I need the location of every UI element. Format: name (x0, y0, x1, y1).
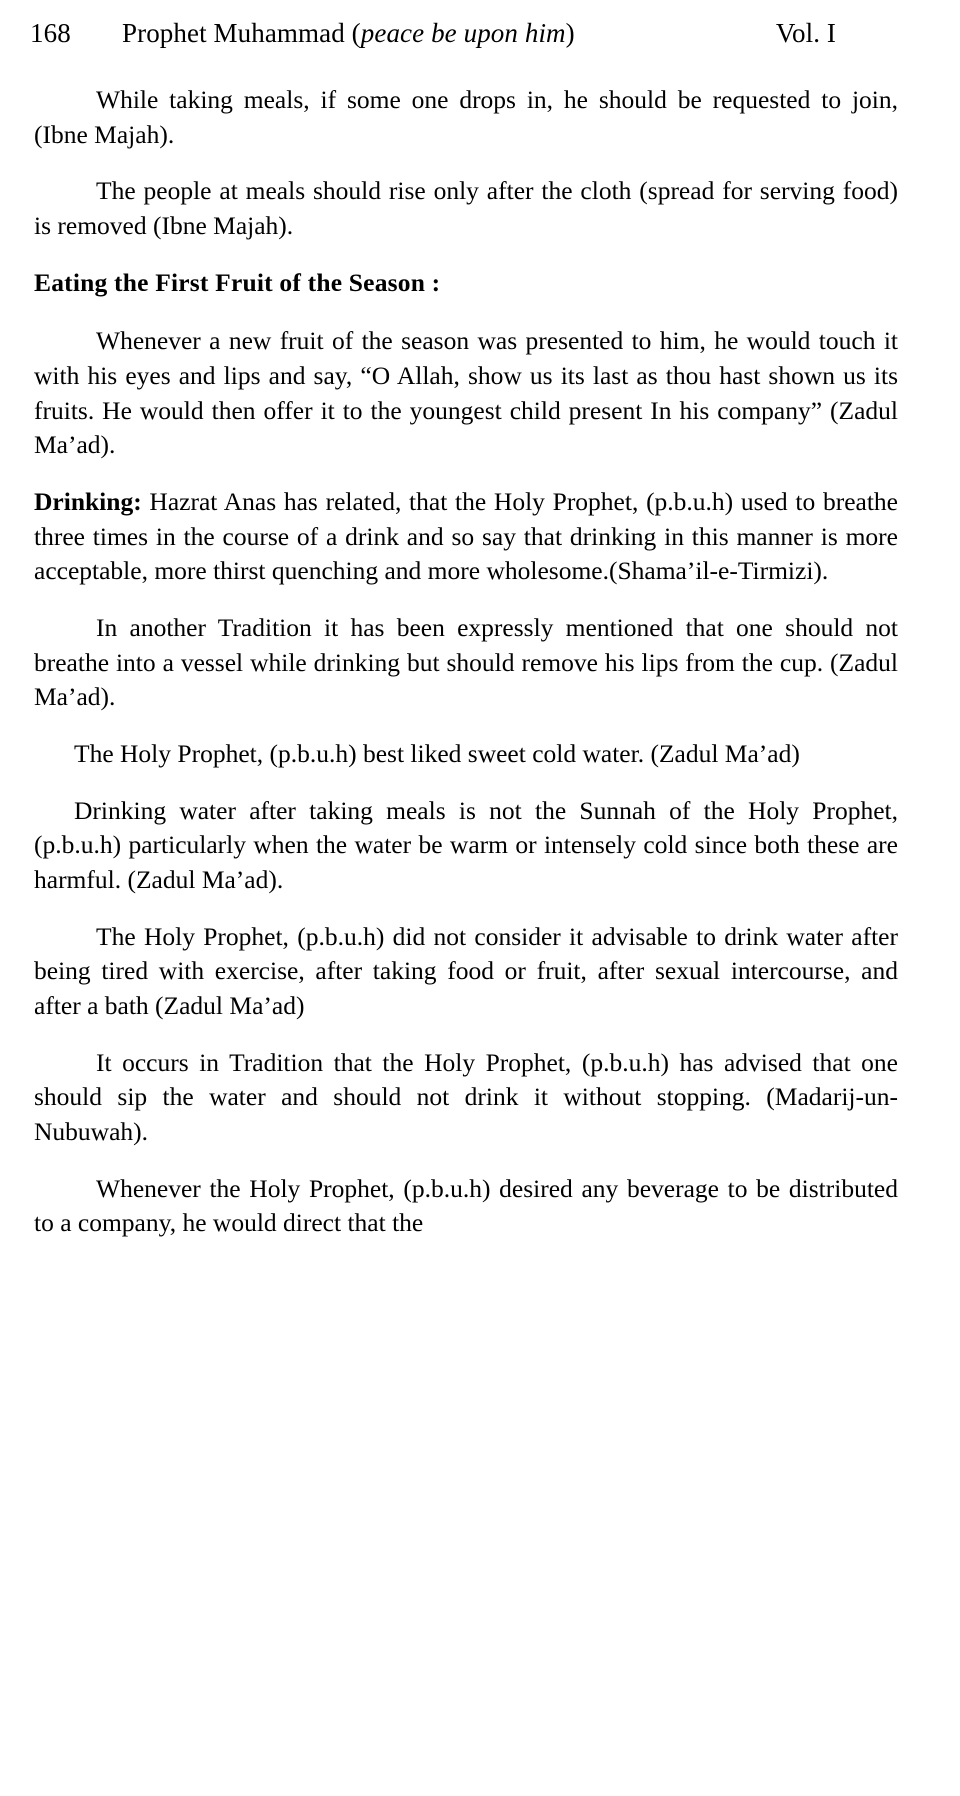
volume-label: Vol. I (775, 18, 836, 48)
paragraph-2: The people at meals should rise only after the cloth (spread for serving food) is removed (Ibne Majah). (34, 176, 898, 241)
paragraph-1: While taking meals, if some one drops in, he should be requested to join, (Ibne Majah). (34, 85, 898, 149)
paragraph-6: The Holy Prophet, (p.b.u.h) best liked sweet cold water. (Zadul Ma’ad) (74, 739, 800, 769)
running-title-suffix: ) (565, 18, 575, 48)
running-title-prefix: Prophet Muhammad ( (122, 18, 361, 48)
paragraph-3: Whenever a new fruit of the season was presented to him, he would touch it with his eyes and lips and say, “O Allah, show us its last as thou hast shown us its fruits. He would then offer it to the youngest child present In his company” (Zadul Ma’ad). (34, 326, 898, 460)
paragraph-8: The Holy Prophet, (p.b.u.h) did not consider it advisable to drink water after being tired with exercise, after taking food or fruit, after sexual intercourse, and after a bath (Zadul Ma’ad) (34, 921, 898, 1021)
paragraph-10: Whenever the Holy Prophet, (p.b.u.h) desired any beverage to be distributed to a company, he would direct that the (34, 1173, 898, 1238)
paragraph-4 (34, 485, 898, 589)
running-title-honorific: peace be upon him (360, 18, 566, 48)
paragraph-4-lead: Drinking: (34, 487, 142, 517)
page-body (28, 83, 926, 1241)
paragraph-5: In another Tradition it has been expressly mentioned that one should not breathe into a vessel while drinking but should remove his lips from the cup. (Zadul Ma’ad). (34, 613, 898, 712)
page-number: 168 (30, 18, 71, 48)
paragraph-7: Drinking water after taking meals is not the Sunnah of the Holy Prophet, (p.b.u.h) particularly when the water be warm or intensely cold since both these are harmful. (Zadul Ma’ad). (34, 795, 898, 895)
paragraph-9: It occurs in Tradition that the Holy Prophet, (p.b.u.h) has advised that one should sip the water and should not drink it without stopping. (Madarij-un-Nubuwah). (34, 1047, 898, 1147)
page-header (28, 18, 926, 49)
paragraph-4-text: Hazrat Anas has related, that the Holy Prophet, (p.b.u.h) used to breathe three times in the course of a drink and so say that drinking in this manner is more acceptable, more thirst quenching and more wholesome.(Shama’il-e-Tirmizi). (34, 487, 898, 586)
section-heading-eating-first-fruit: Eating the First Fruit of the Season : (34, 267, 441, 297)
running-title (122, 18, 776, 49)
